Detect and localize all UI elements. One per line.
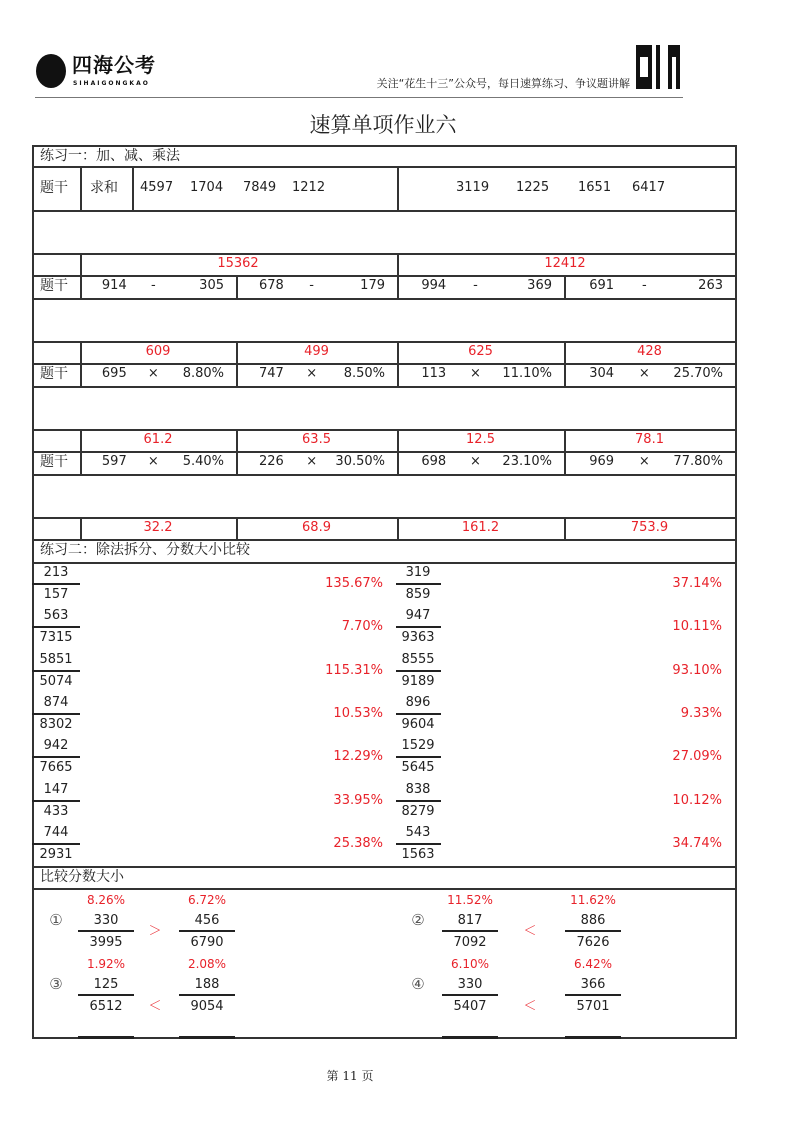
fraction-bar	[78, 930, 134, 932]
comparison-sign: ＜	[148, 999, 162, 1014]
numerator: 366	[580, 977, 606, 992]
fraction-bar	[78, 1036, 134, 1039]
numerator: 456	[194, 913, 220, 928]
table-rule	[80, 166, 82, 210]
table-rule	[397, 517, 399, 539]
logo-subtext: SIHAIGONGKAO	[73, 80, 150, 87]
sum-operand: 1704	[190, 180, 224, 195]
row-label: 题干	[40, 180, 68, 196]
operator: ×	[470, 454, 481, 469]
operand-a: 695	[101, 366, 127, 381]
fraction-bar	[396, 800, 441, 802]
operand-a: 597	[101, 454, 127, 469]
table-rule	[80, 517, 82, 539]
result-value: 27.09%	[672, 749, 722, 765]
result-value: 10.53%	[333, 705, 383, 721]
percent-value: 8.26%	[86, 893, 126, 907]
fraction-bar	[32, 626, 80, 628]
denominator: 1563	[401, 846, 435, 862]
operator: ×	[147, 454, 159, 469]
numerator: 330	[93, 913, 119, 928]
denominator: 7665	[39, 760, 73, 776]
comparison-sign: ＜	[523, 924, 537, 939]
fraction-bar	[442, 930, 498, 932]
result-value: 37.14%	[672, 576, 722, 591]
operand-a: 691	[589, 278, 615, 293]
answer-value: 63.5	[302, 432, 331, 447]
answer-value: 12412	[544, 256, 586, 271]
operand-b: 25.70%	[673, 366, 723, 381]
result-value: 25.38%	[333, 835, 383, 851]
operand-a: 747	[258, 366, 284, 381]
fraction-bar	[78, 994, 134, 996]
operand-a: 914	[101, 278, 127, 293]
result-value: 115.31%	[325, 662, 383, 678]
operand-b: 11.10%	[502, 366, 552, 381]
section-title-2: 练习二：除法拆分、分数大小比较	[40, 542, 250, 558]
operator: -	[309, 278, 315, 293]
table-rule	[32, 298, 735, 300]
denominator: 9054	[190, 999, 224, 1014]
denominator: 9189	[401, 673, 435, 689]
header-divider	[35, 97, 683, 98]
sum-operand: 6417	[632, 180, 666, 195]
result-value: 135.67%	[325, 576, 383, 591]
problem-marker: ④	[411, 975, 425, 993]
operator: ×	[470, 366, 481, 381]
sum-operand: 7849	[243, 180, 277, 195]
numerator: 330	[457, 977, 483, 992]
answer-value: 15362	[217, 256, 259, 271]
row-label: 题干	[40, 454, 68, 470]
answer-value: 428	[637, 344, 662, 359]
operand-b: 30.50%	[335, 454, 385, 469]
fraction-bar	[179, 994, 235, 996]
sum-label: 求和	[90, 180, 118, 196]
problem-marker: ②	[411, 911, 425, 929]
denominator: 157	[43, 587, 69, 602]
percent-value: 6.10%	[450, 957, 490, 971]
answer-value: 499	[304, 344, 329, 359]
answer-value: 12.5	[466, 432, 495, 447]
fraction-bar	[396, 670, 441, 672]
table-rule	[236, 517, 238, 539]
fraction-bar	[396, 713, 441, 715]
denominator: 8302	[39, 716, 73, 732]
result-value: 12.29%	[333, 749, 383, 765]
denominator: 6790	[190, 935, 224, 950]
denominator: 433	[43, 803, 69, 819]
fraction-bar	[396, 843, 441, 845]
numerator: 563	[43, 608, 69, 624]
result-value: 7.70%	[341, 619, 383, 635]
fraction-bar	[565, 930, 621, 932]
table-rule	[564, 275, 566, 298]
numerator: 874	[43, 694, 69, 710]
numerator: 942	[43, 738, 69, 754]
result-value: 10.11%	[672, 619, 722, 635]
table-rule	[32, 517, 735, 519]
fraction-bar	[396, 583, 441, 585]
denominator: 2931	[39, 846, 73, 862]
comparison-sign: ＞	[148, 924, 162, 939]
comparison-sign: ＜	[523, 999, 537, 1014]
operator: ×	[638, 454, 650, 469]
fraction-bar	[179, 930, 235, 932]
numerator: 744	[43, 824, 69, 840]
numerator: 817	[457, 913, 483, 928]
fraction-bar	[442, 994, 498, 996]
table-rule	[32, 275, 735, 277]
denominator: 859	[405, 587, 431, 602]
denominator: 5645	[401, 760, 435, 776]
operand-b: 77.80%	[673, 454, 723, 469]
operand-b: 369	[527, 278, 552, 293]
denominator: 9604	[401, 716, 435, 732]
table-rule	[32, 341, 735, 343]
fraction-bar	[32, 713, 80, 715]
result-value: 9.33%	[680, 705, 722, 721]
denominator: 5074	[39, 673, 73, 689]
table-rule	[32, 210, 735, 212]
operator: ×	[306, 366, 318, 381]
denominator: 9363	[401, 630, 435, 646]
fraction-bar	[32, 756, 80, 758]
operand-b: 263	[698, 278, 723, 293]
numerator: 147	[43, 781, 69, 797]
fraction-bar	[396, 626, 441, 628]
sum-operand: 1212	[292, 180, 326, 195]
table-rule	[735, 145, 737, 1039]
sum-operand: 3119	[456, 180, 490, 195]
sum-operand: 4597	[140, 180, 174, 195]
table-rule	[32, 474, 735, 476]
operator: ×	[147, 366, 159, 381]
fraction-bar	[32, 800, 80, 802]
numerator: 8555	[401, 651, 435, 667]
table-rule	[80, 341, 82, 386]
operand-b: 179	[360, 278, 385, 293]
percent-value: 11.62%	[570, 893, 616, 907]
numerator: 319	[405, 565, 431, 580]
percent-value: 1.92%	[86, 957, 126, 971]
table-rule	[564, 341, 566, 386]
answer-value: 625	[468, 344, 493, 359]
operand-b: 8.80%	[182, 366, 224, 381]
row-label: 题干	[40, 278, 68, 294]
operand-a: 678	[258, 278, 284, 293]
operand-b: 8.50%	[343, 366, 385, 381]
sum-operand: 1651	[578, 180, 612, 195]
table-rule	[236, 429, 238, 474]
denominator: 7626	[576, 935, 610, 950]
numerator: 886	[580, 913, 606, 928]
fraction-bar	[179, 1036, 235, 1039]
denominator: 5701	[576, 999, 610, 1014]
fraction-bar	[32, 670, 80, 672]
operator: ×	[638, 366, 650, 381]
operator: -	[473, 278, 478, 293]
percent-value: 11.52%	[447, 893, 493, 907]
page-number: 第 11 页	[326, 1069, 374, 1083]
table-rule	[80, 429, 82, 474]
logo-icon	[36, 54, 66, 88]
numerator: 188	[194, 977, 220, 992]
table-rule	[32, 866, 735, 868]
table-rule	[32, 1037, 735, 1039]
table-rule	[397, 341, 399, 386]
fraction-bar	[565, 994, 621, 996]
operator: ×	[306, 454, 318, 469]
fraction-bar	[442, 1036, 498, 1039]
table-rule	[564, 429, 566, 474]
table-rule	[236, 275, 238, 298]
percent-value: 6.72%	[187, 893, 227, 907]
qr-code-icon	[636, 45, 680, 89]
denominator: 7092	[453, 935, 487, 950]
table-rule	[564, 517, 566, 539]
numerator: 896	[405, 694, 431, 710]
answer-value: 78.1	[635, 432, 664, 447]
table-rule	[32, 363, 735, 365]
table-rule	[236, 341, 238, 386]
percent-value: 2.08%	[187, 957, 227, 971]
fraction-bar	[396, 756, 441, 758]
answer-value: 753.9	[630, 520, 669, 535]
numerator: 5851	[39, 651, 73, 667]
denominator: 8279	[401, 803, 435, 819]
result-value: 93.10%	[672, 662, 722, 678]
table-rule	[32, 166, 735, 168]
table-rule	[80, 253, 82, 298]
table-rule	[32, 429, 735, 431]
table-rule	[32, 451, 735, 453]
numerator: 213	[43, 565, 69, 580]
fraction-bar	[32, 843, 80, 845]
fraction-bar	[565, 1036, 621, 1039]
operator: -	[150, 278, 156, 293]
table-rule	[397, 429, 399, 474]
denominator: 5407	[453, 999, 487, 1014]
operand-b: 23.10%	[502, 454, 552, 469]
answer-value: 68.9	[302, 520, 331, 535]
logo-text: 四海公考	[72, 53, 156, 77]
page-title: 速算单项作业六	[309, 113, 457, 137]
operand-a: 969	[589, 454, 615, 469]
operand-a: 698	[421, 454, 447, 469]
result-value: 34.74%	[672, 835, 722, 851]
table-rule	[32, 888, 735, 890]
operator: -	[642, 278, 647, 293]
numerator: 947	[405, 608, 431, 624]
table-rule	[132, 166, 134, 210]
result-value: 10.12%	[672, 792, 722, 808]
denominator: 6512	[89, 999, 123, 1014]
percent-value: 6.42%	[573, 957, 613, 971]
table-rule	[32, 253, 735, 255]
numerator: 543	[405, 824, 431, 840]
operand-a: 304	[589, 366, 615, 381]
table-rule	[32, 562, 735, 564]
answer-value: 32.2	[143, 520, 173, 535]
numerator: 1529	[401, 738, 435, 754]
operand-a: 226	[258, 454, 284, 469]
denominator: 3995	[89, 935, 123, 950]
answer-value: 161.2	[461, 520, 500, 535]
result-value: 33.95%	[333, 792, 383, 808]
section-title-3: 比较分数大小	[40, 869, 124, 885]
header-slogan: 关注“花生十三”公众号，每日速算练习、争议题讲解	[376, 77, 630, 90]
answer-value: 609	[145, 344, 171, 359]
numerator: 838	[405, 781, 431, 797]
table-rule	[397, 166, 399, 210]
sum-operand: 1225	[516, 180, 550, 195]
numerator: 125	[93, 977, 119, 992]
problem-marker: ③	[49, 975, 63, 993]
row-label: 题干	[40, 366, 68, 382]
answer-value: 61.2	[143, 432, 173, 447]
operand-b: 305	[199, 278, 224, 293]
operand-a: 994	[421, 278, 447, 293]
problem-marker: ①	[49, 911, 63, 929]
table-rule	[32, 386, 735, 388]
section-title-1: 练习一：加、减、乘法	[40, 148, 180, 164]
operand-a: 113	[421, 366, 447, 381]
fraction-bar	[32, 583, 80, 585]
operand-b: 5.40%	[182, 454, 224, 469]
table-rule	[32, 145, 34, 1039]
denominator: 7315	[39, 630, 73, 646]
table-rule	[397, 253, 399, 298]
